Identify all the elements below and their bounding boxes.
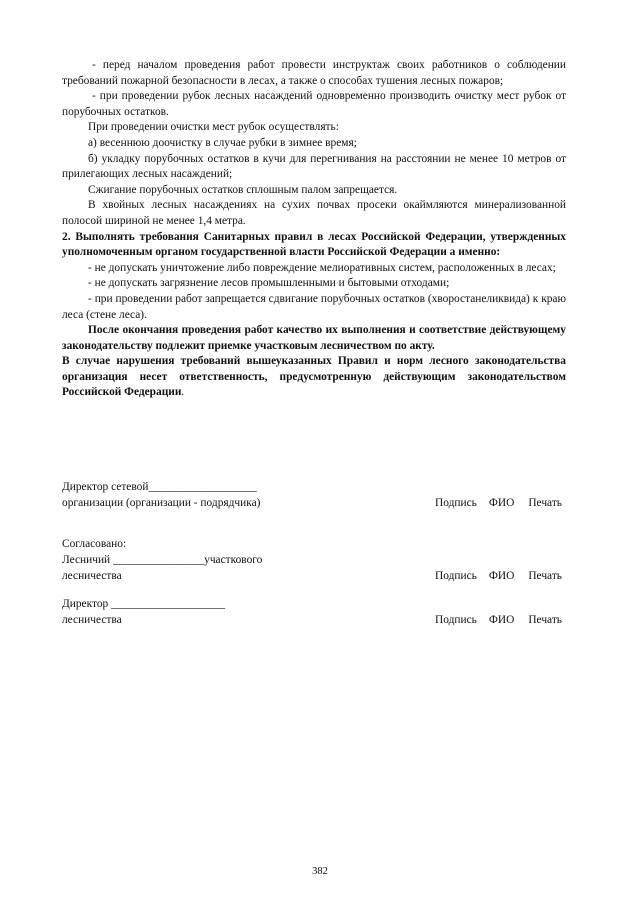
signature-director-line1: Директор сетевой___________________ bbox=[62, 481, 257, 493]
paragraph-item-b: б) укладку порубочных остатков в кучи для перегнивания на расстоянии не менее 10 метров от прилегающих лесных насаждений; bbox=[62, 152, 566, 181]
label-name: ФИО bbox=[488, 496, 515, 509]
label-stamp: Печать bbox=[528, 496, 562, 509]
paragraph-liability bbox=[62, 354, 566, 401]
label-signature: Подпись bbox=[435, 496, 477, 509]
signature-block-agreed bbox=[62, 537, 562, 553]
signature-forestry-director-line2: лесничества bbox=[62, 613, 122, 626]
page-number: 382 bbox=[312, 866, 328, 877]
signature-forestry-director-line1: Директор ____________________ bbox=[62, 598, 225, 610]
section-heading-sanitary-rules: 2. Выполнять требования Санитарных правил в лесах Российской Федерации, утвержденных уполномоченным органом государственной власти Российской Федерации а именно: bbox=[62, 230, 566, 259]
signature-forester-line2: лесничества bbox=[62, 569, 122, 582]
paragraph-cleanup-intro: При проведении очистки мест рубок осуществлять: bbox=[88, 121, 339, 134]
document-body bbox=[62, 58, 566, 401]
paragraph-burning-prohibited: Сжигание порубочных остатков сплошным палом запрещается. bbox=[88, 183, 398, 196]
label-signature: Подпись bbox=[435, 569, 477, 582]
liability-text: В случае нарушения требований вышеуказанных Правил и норм лесного законодательства организация несет ответственность, предусмотренную действующим законодательством Российской Федерации bbox=[62, 355, 566, 399]
paragraph-fire-safety-briefing: - перед началом проведения работ провести инструктаж своих работников о соблюдении требований пожарной безопасности в лесах, а также о способах тушения лесных пожаров; bbox=[62, 59, 566, 87]
signature-forester-line1: Лесничий ________________участкового bbox=[62, 554, 263, 566]
liability-end: . bbox=[181, 386, 185, 399]
label-stamp: Печать bbox=[528, 569, 562, 582]
signature-block-forester bbox=[62, 553, 562, 584]
paragraph-pollution: - не допускать загрязнение лесов промышленными и бытовыми отходами; bbox=[88, 277, 450, 290]
paragraph-acceptance: После окончания проведения работ качество их выполнения и соответствие действующему законодательству подлежит приемке участковым лесничеством по акту. bbox=[62, 324, 566, 352]
paragraph-melioration: - не допускать уничтожение либо повреждение мелиоративных систем, расположенных в лесах; bbox=[88, 261, 556, 274]
paragraph-mineral-strip: В хвойных лесных насаждениях на сухих почвах просеки окаймляются минерализованной полосой шириной не менее 1,4 метра. bbox=[62, 199, 566, 227]
agreed-label: Согласовано: bbox=[62, 538, 127, 550]
signature-block-network-director bbox=[62, 480, 562, 511]
signature-block-forestry-director bbox=[62, 597, 562, 628]
paragraph-slash-moving: - при проведении работ запрещается сдвигание порубочных остатков (хворостанеликвида) к краю леса (стене леса). bbox=[62, 292, 566, 321]
signature-fields-1 bbox=[435, 496, 562, 512]
paragraph-cutting-cleanup: - при проведении рубок лесных насаждений одновременно производить очистку мест рубок от порубочных остатков. bbox=[62, 90, 566, 118]
signature-fields-3 bbox=[435, 613, 562, 629]
label-stamp: Печать bbox=[528, 613, 562, 626]
label-name: ФИО bbox=[488, 569, 515, 582]
signature-director-line2: организации (организации - подрядчика) bbox=[62, 496, 261, 509]
label-signature: Подпись bbox=[435, 613, 477, 626]
paragraph-item-a: а) весеннюю доочистку в случае рубки в зимнее время; bbox=[88, 136, 357, 149]
signature-fields-2 bbox=[435, 569, 562, 585]
label-name: ФИО bbox=[488, 613, 515, 626]
